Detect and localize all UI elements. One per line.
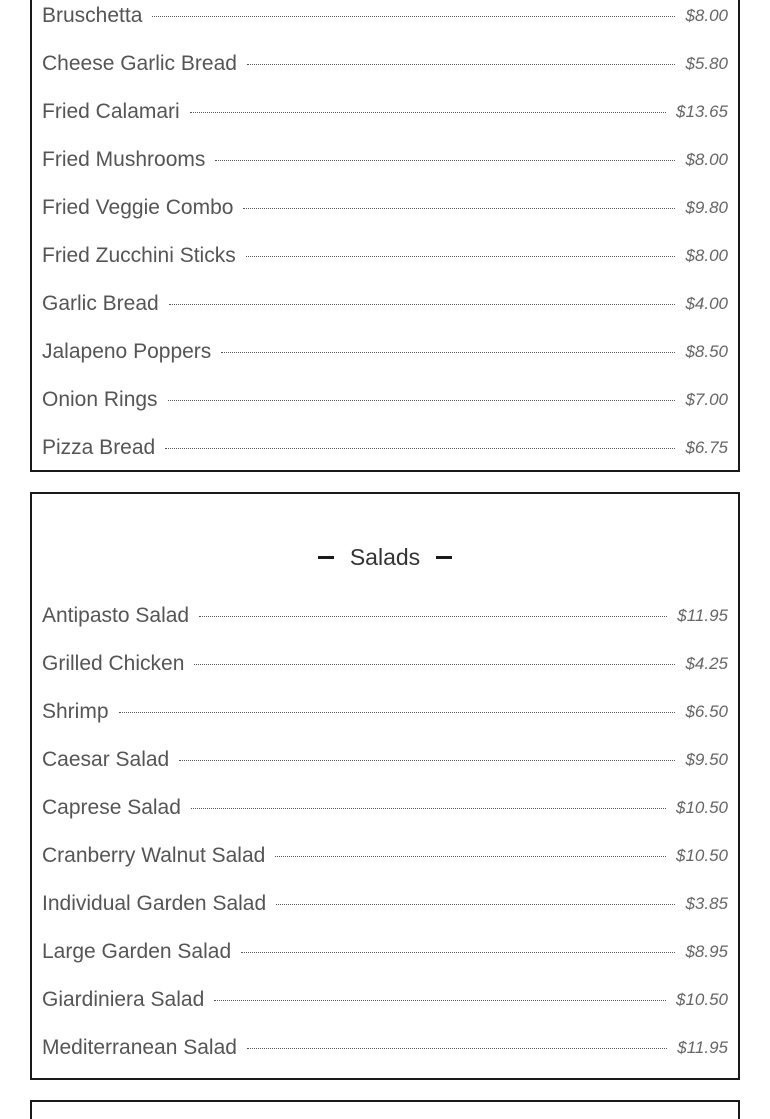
dotted-leader [215,160,675,161]
menu-item-list [42,592,728,1072]
menu-item-price: $4.25 [685,654,728,673]
section-heading [32,544,738,571]
dotted-leader [247,1048,667,1049]
menu-item-name: Cheese Garlic Bread [42,52,237,75]
menu-item-price: $13.65 [676,102,728,121]
menu-item [42,184,728,232]
dotted-leader [194,664,675,665]
menu-item [42,424,728,472]
menu-item-name: Fried Zucchini Sticks [42,244,236,267]
menu-item [42,232,728,280]
dotted-leader [241,952,675,953]
dotted-leader [276,904,675,905]
dotted-leader [119,712,676,713]
menu-item [42,88,728,136]
menu-item-price: $3.85 [685,894,728,913]
menu-item [42,832,728,880]
menu-item-name: Bruschetta [42,4,143,27]
menu-item-name: Pizza Bread [42,436,156,459]
menu-section-next [30,1100,740,1119]
dotted-leader [152,16,675,17]
menu-section-salads [30,492,740,1080]
menu-section-appetizers [30,0,740,472]
menu-item-price: $8.00 [685,150,728,169]
menu-item-price: $7.00 [685,390,728,409]
menu-item-list [42,0,728,472]
menu-item-price: $10.50 [676,990,728,1009]
menu-item [42,880,728,928]
menu-item-price: $11.95 [677,606,728,625]
dotted-leader [179,760,675,761]
menu-item [42,976,728,1024]
menu-item-name: Giardiniera Salad [42,988,205,1011]
dotted-leader [165,448,675,449]
dotted-leader [191,808,666,809]
dotted-leader [169,304,676,305]
menu-item-price: $8.95 [685,942,728,961]
menu-item-name: Onion Rings [42,388,158,411]
dotted-leader [199,616,667,617]
dotted-leader [243,208,675,209]
dotted-leader [190,112,666,113]
menu-item-name: Mediterranean Salad [42,1036,237,1059]
dotted-leader [214,1000,666,1001]
heading-dash-left [318,556,334,559]
menu-item-name: Fried Calamari [42,100,180,123]
dotted-leader [221,352,675,353]
menu-item [42,136,728,184]
menu-item [42,0,728,40]
heading-dash-right [436,556,452,559]
menu-item-name: Fried Mushrooms [42,148,206,171]
dotted-leader [246,256,676,257]
menu-item-name: Jalapeno Poppers [42,340,212,363]
menu-item [42,40,728,88]
menu-item-name: Grilled Chicken [42,652,185,675]
dotted-leader [168,400,676,401]
menu-item [42,1024,728,1072]
menu-item-name: Shrimp [42,700,109,723]
menu-item-price: $5.80 [685,54,728,73]
menu-item-name: Fried Veggie Combo [42,196,234,219]
menu-item-name: Large Garden Salad [42,940,232,963]
menu-item-name: Caesar Salad [42,748,170,771]
menu-item [42,592,728,640]
menu-item-price: $6.50 [685,702,728,721]
menu-item-price: $8.00 [685,246,728,265]
dotted-leader [275,856,666,857]
menu-item-price: $8.00 [685,6,728,25]
menu-item-price: $9.50 [685,750,728,769]
dotted-leader [247,64,676,65]
section-title: Salads [349,544,421,570]
menu-item-price: $9.80 [685,198,728,217]
menu-item [42,328,728,376]
menu-item [42,376,728,424]
menu-item [42,928,728,976]
menu-item [42,688,728,736]
menu-item-name: Garlic Bread [42,292,159,315]
menu-item [42,280,728,328]
menu-item-price: $10.50 [676,798,728,817]
menu-item-price: $11.95 [677,1038,728,1057]
menu-item-name: Antipasto Salad [42,604,190,627]
menu-item-price: $4.00 [685,294,728,313]
menu-item-price: $10.50 [676,846,728,865]
menu-item [42,736,728,784]
menu-item-name: Caprese Salad [42,796,181,819]
menu-item [42,784,728,832]
menu-item [42,640,728,688]
menu-item-name: Individual Garden Salad [42,892,267,915]
menu-item-name: Cranberry Walnut Salad [42,844,266,867]
menu-item-price: $6.75 [685,438,728,457]
menu-item-price: $8.50 [685,342,728,361]
